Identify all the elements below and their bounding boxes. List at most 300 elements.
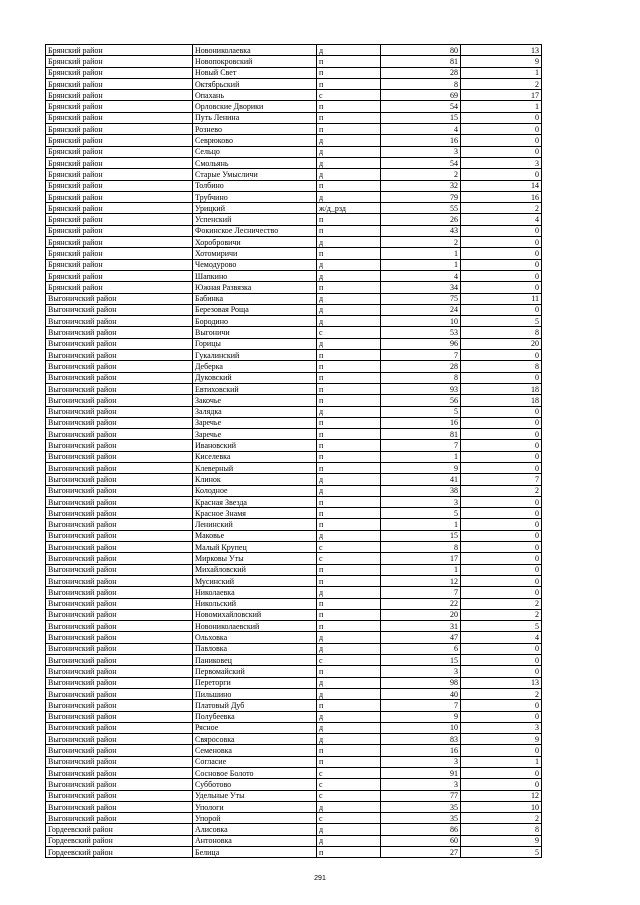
value-a-cell: 3 — [381, 496, 461, 507]
value-b-cell: 0 — [461, 508, 542, 519]
table-row — [46, 124, 542, 135]
type-cell: п — [317, 429, 381, 440]
value-a-cell: 15 — [381, 112, 461, 123]
settlement-cell: Удельные Уты — [193, 790, 317, 801]
table-row — [46, 813, 542, 824]
table-row — [46, 519, 542, 530]
table-row — [46, 45, 542, 56]
settlement-cell: Новопокровский — [193, 56, 317, 67]
table-row — [46, 56, 542, 67]
table-row — [46, 169, 542, 180]
value-a-cell: 54 — [381, 157, 461, 168]
type-cell: д — [317, 688, 381, 699]
district-cell: Выгоничский район — [46, 700, 193, 711]
table-row — [46, 677, 542, 688]
settlement-cell: Полубеевка — [193, 711, 317, 722]
value-a-cell: 24 — [381, 304, 461, 315]
settlement-cell: Заречье — [193, 417, 317, 428]
type-cell: п — [317, 508, 381, 519]
district-cell: Брянский район — [46, 214, 193, 225]
table-row — [46, 655, 542, 666]
value-b-cell: 9 — [461, 734, 542, 745]
value-a-cell: 16 — [381, 135, 461, 146]
value-a-cell: 69 — [381, 90, 461, 101]
table-row — [46, 440, 542, 451]
type-cell: п — [317, 700, 381, 711]
value-a-cell: 6 — [381, 643, 461, 654]
table-row — [46, 90, 542, 101]
value-b-cell: 0 — [461, 112, 542, 123]
district-cell: Выгоничский район — [46, 327, 193, 338]
type-cell: п — [317, 67, 381, 78]
value-b-cell: 2 — [461, 609, 542, 620]
value-b-cell: 0 — [461, 575, 542, 586]
value-b-cell: 1 — [461, 67, 542, 78]
settlement-cell: Толбино — [193, 180, 317, 191]
table-row — [46, 564, 542, 575]
value-b-cell: 0 — [461, 350, 542, 361]
value-b-cell: 8 — [461, 361, 542, 372]
value-b-cell: 11 — [461, 293, 542, 304]
value-a-cell: 28 — [381, 67, 461, 78]
settlement-cell: Николаевка — [193, 587, 317, 598]
table-row — [46, 350, 542, 361]
value-a-cell: 35 — [381, 813, 461, 824]
table-row — [46, 214, 542, 225]
value-b-cell: 13 — [461, 677, 542, 688]
district-cell: Выгоничский район — [46, 575, 193, 586]
type-cell: д — [317, 304, 381, 315]
settlement-cell: Переторги — [193, 677, 317, 688]
table-row — [46, 496, 542, 507]
type-cell: д — [317, 587, 381, 598]
district-cell: Брянский район — [46, 191, 193, 202]
district-cell: Выгоничский район — [46, 711, 193, 722]
table-row — [46, 722, 542, 733]
district-cell: Выгоничский район — [46, 429, 193, 440]
settlement-cell: Путь Ленина — [193, 112, 317, 123]
settlement-cell: Ольховка — [193, 632, 317, 643]
type-cell: д — [317, 406, 381, 417]
value-a-cell: 53 — [381, 327, 461, 338]
district-cell: Выгоничский район — [46, 722, 193, 733]
table-row — [46, 112, 542, 123]
settlements-table — [45, 44, 542, 858]
table-row — [46, 293, 542, 304]
value-b-cell: 0 — [461, 462, 542, 473]
value-a-cell: 3 — [381, 666, 461, 677]
value-b-cell: 8 — [461, 824, 542, 835]
table-row — [46, 824, 542, 835]
value-b-cell: 3 — [461, 722, 542, 733]
table-row — [46, 338, 542, 349]
value-b-cell: 2 — [461, 813, 542, 824]
type-cell: п — [317, 112, 381, 123]
district-cell: Брянский район — [46, 78, 193, 89]
settlement-cell: Сосновое Болото — [193, 768, 317, 779]
table-row — [46, 316, 542, 327]
district-cell: Гордеевский район — [46, 847, 193, 858]
settlement-cell: Бабинка — [193, 293, 317, 304]
type-cell: с — [317, 779, 381, 790]
value-a-cell: 7 — [381, 700, 461, 711]
value-b-cell: 5 — [461, 316, 542, 327]
district-cell: Выгоничский район — [46, 361, 193, 372]
value-a-cell: 56 — [381, 395, 461, 406]
district-cell: Выгоничский район — [46, 779, 193, 790]
settlement-cell: Заречье — [193, 429, 317, 440]
settlement-cell: Новониколаевский — [193, 621, 317, 632]
value-a-cell: 98 — [381, 677, 461, 688]
settlement-cell: Чемодурово — [193, 259, 317, 270]
district-cell: Выгоничский район — [46, 666, 193, 677]
settlement-cell: Ивановский — [193, 440, 317, 451]
settlement-cell: Маковье — [193, 530, 317, 541]
type-cell: п — [317, 124, 381, 135]
value-a-cell: 10 — [381, 722, 461, 733]
district-cell: Выгоничский район — [46, 395, 193, 406]
value-b-cell: 5 — [461, 847, 542, 858]
type-cell: с — [317, 655, 381, 666]
type-cell: п — [317, 609, 381, 620]
table-row — [46, 666, 542, 677]
district-cell: Гордеевский район — [46, 835, 193, 846]
value-b-cell: 0 — [461, 519, 542, 530]
type-cell: с — [317, 768, 381, 779]
value-a-cell: 3 — [381, 779, 461, 790]
type-cell: с — [317, 813, 381, 824]
settlement-cell: Рясное — [193, 722, 317, 733]
type-cell: п — [317, 383, 381, 394]
table-row — [46, 157, 542, 168]
value-a-cell: 43 — [381, 225, 461, 236]
settlement-cell: Красная Звезда — [193, 496, 317, 507]
value-a-cell: 8 — [381, 542, 461, 553]
district-cell: Выгоничский район — [46, 632, 193, 643]
type-cell: п — [317, 78, 381, 89]
settlement-cell: Упологи — [193, 801, 317, 812]
district-cell: Выгоничский район — [46, 813, 193, 824]
district-cell: Брянский район — [46, 237, 193, 248]
value-a-cell: 17 — [381, 553, 461, 564]
value-a-cell: 54 — [381, 101, 461, 112]
type-cell: п — [317, 417, 381, 428]
type-cell: д — [317, 824, 381, 835]
value-a-cell: 9 — [381, 462, 461, 473]
value-a-cell: 10 — [381, 316, 461, 327]
value-b-cell: 0 — [461, 440, 542, 451]
settlement-cell: Колодное — [193, 485, 317, 496]
table-row — [46, 101, 542, 112]
table-body — [46, 45, 542, 858]
value-a-cell: 80 — [381, 45, 461, 56]
district-cell: Выгоничский район — [46, 745, 193, 756]
table-row — [46, 372, 542, 383]
table-row — [46, 304, 542, 315]
table-row — [46, 756, 542, 767]
type-cell: п — [317, 350, 381, 361]
district-cell: Выгоничский район — [46, 688, 193, 699]
value-b-cell: 2 — [461, 203, 542, 214]
value-a-cell: 91 — [381, 768, 461, 779]
table-row — [46, 530, 542, 541]
type-cell: ж/д_рзд — [317, 203, 381, 214]
settlement-cell: Новониколаевка — [193, 45, 317, 56]
settlement-cell: Платовый Дуб — [193, 700, 317, 711]
settlement-cell: Орловские Дворики — [193, 101, 317, 112]
type-cell: п — [317, 248, 381, 259]
type-cell: с — [317, 790, 381, 801]
value-b-cell: 10 — [461, 801, 542, 812]
value-b-cell: 0 — [461, 429, 542, 440]
value-b-cell: 0 — [461, 304, 542, 315]
value-b-cell: 0 — [461, 587, 542, 598]
district-cell: Выгоничский район — [46, 587, 193, 598]
value-a-cell: 79 — [381, 191, 461, 202]
settlement-cell: Белица — [193, 847, 317, 858]
district-cell: Выгоничский район — [46, 655, 193, 666]
district-cell: Выгоничский район — [46, 677, 193, 688]
settlement-cell: Михайловский — [193, 564, 317, 575]
type-cell: д — [317, 711, 381, 722]
type-cell: д — [317, 734, 381, 745]
type-cell: п — [317, 372, 381, 383]
district-cell: Выгоничский район — [46, 406, 193, 417]
district-cell: Выгоничский район — [46, 338, 193, 349]
table-row — [46, 847, 542, 858]
value-a-cell: 1 — [381, 259, 461, 270]
type-cell: с — [317, 542, 381, 553]
value-b-cell: 7 — [461, 474, 542, 485]
value-b-cell: 2 — [461, 78, 542, 89]
value-b-cell: 9 — [461, 56, 542, 67]
type-cell: п — [317, 847, 381, 858]
settlement-cell: Опахань — [193, 90, 317, 101]
table-row — [46, 259, 542, 270]
type-cell: д — [317, 722, 381, 733]
type-cell: с — [317, 553, 381, 564]
type-cell: п — [317, 395, 381, 406]
value-b-cell: 1 — [461, 756, 542, 767]
table-row — [46, 135, 542, 146]
district-cell: Выгоничский район — [46, 440, 193, 451]
settlement-cell: Мирковы Уты — [193, 553, 317, 564]
table-row — [46, 643, 542, 654]
settlement-cell: Евтиховский — [193, 383, 317, 394]
value-b-cell: 0 — [461, 553, 542, 564]
settlement-cell: Согласие — [193, 756, 317, 767]
settlement-cell: Клинок — [193, 474, 317, 485]
settlement-cell: Закочье — [193, 395, 317, 406]
value-a-cell: 96 — [381, 338, 461, 349]
table-row — [46, 621, 542, 632]
type-cell: п — [317, 214, 381, 225]
district-cell: Брянский район — [46, 282, 193, 293]
value-b-cell: 0 — [461, 225, 542, 236]
settlement-cell: Антоновка — [193, 835, 317, 846]
type-cell: д — [317, 530, 381, 541]
settlement-cell: Хотомиричи — [193, 248, 317, 259]
value-b-cell: 0 — [461, 711, 542, 722]
value-a-cell: 7 — [381, 587, 461, 598]
value-a-cell: 40 — [381, 688, 461, 699]
settlement-cell: Фокинское Лесничество — [193, 225, 317, 236]
district-cell: Гордеевский район — [46, 824, 193, 835]
table-row — [46, 542, 542, 553]
district-cell: Выгоничский район — [46, 508, 193, 519]
settlement-cell: Дуковский — [193, 372, 317, 383]
value-a-cell: 4 — [381, 124, 461, 135]
district-cell: Брянский район — [46, 180, 193, 191]
table-row — [46, 508, 542, 519]
value-b-cell: 18 — [461, 395, 542, 406]
value-b-cell: 0 — [461, 666, 542, 677]
settlement-cell: Мусинский — [193, 575, 317, 586]
type-cell: п — [317, 180, 381, 191]
value-a-cell: 75 — [381, 293, 461, 304]
value-a-cell: 47 — [381, 632, 461, 643]
table-row — [46, 248, 542, 259]
value-a-cell: 1 — [381, 248, 461, 259]
settlement-cell: Красное Знамя — [193, 508, 317, 519]
table-row — [46, 575, 542, 586]
district-cell: Выгоничский район — [46, 530, 193, 541]
table-row — [46, 383, 542, 394]
settlement-cell: Алисовка — [193, 824, 317, 835]
type-cell: д — [317, 259, 381, 270]
table-row — [46, 688, 542, 699]
value-b-cell: 3 — [461, 157, 542, 168]
value-b-cell: 0 — [461, 406, 542, 417]
settlement-cell: Бородино — [193, 316, 317, 327]
value-b-cell: 2 — [461, 598, 542, 609]
table-row — [46, 395, 542, 406]
value-b-cell: 0 — [461, 282, 542, 293]
type-cell: п — [317, 598, 381, 609]
table-row — [46, 485, 542, 496]
type-cell: п — [317, 519, 381, 530]
value-b-cell: 4 — [461, 214, 542, 225]
settlement-cell: Южная Развязка — [193, 282, 317, 293]
type-cell: п — [317, 621, 381, 632]
table-row — [46, 474, 542, 485]
value-b-cell: 12 — [461, 790, 542, 801]
type-cell: п — [317, 101, 381, 112]
value-a-cell: 4 — [381, 270, 461, 281]
type-cell: д — [317, 316, 381, 327]
value-a-cell: 2 — [381, 169, 461, 180]
table-row — [46, 609, 542, 620]
table-row — [46, 225, 542, 236]
settlement-cell: Новый Свет — [193, 67, 317, 78]
value-b-cell: 0 — [461, 248, 542, 259]
value-b-cell: 0 — [461, 372, 542, 383]
table-row — [46, 553, 542, 564]
value-a-cell: 12 — [381, 575, 461, 586]
value-b-cell: 0 — [461, 564, 542, 575]
settlement-cell: Смольянь — [193, 157, 317, 168]
district-cell: Выгоничский район — [46, 316, 193, 327]
settlement-cell: Трубчино — [193, 191, 317, 202]
settlement-cell: Хоробровичи — [193, 237, 317, 248]
district-cell: Выгоничский район — [46, 801, 193, 812]
value-a-cell: 16 — [381, 745, 461, 756]
district-cell: Брянский район — [46, 270, 193, 281]
district-cell: Выгоничский район — [46, 553, 193, 564]
type-cell: п — [317, 282, 381, 293]
table-row — [46, 361, 542, 372]
value-b-cell: 20 — [461, 338, 542, 349]
value-b-cell: 9 — [461, 835, 542, 846]
table-row — [46, 429, 542, 440]
value-a-cell: 7 — [381, 350, 461, 361]
settlement-cell: Паниковец — [193, 655, 317, 666]
table-row — [46, 598, 542, 609]
district-cell: Выгоничский район — [46, 542, 193, 553]
district-cell: Брянский район — [46, 67, 193, 78]
value-a-cell: 31 — [381, 621, 461, 632]
district-cell: Брянский район — [46, 259, 193, 270]
district-cell: Брянский район — [46, 101, 193, 112]
type-cell: п — [317, 745, 381, 756]
settlement-cell: Свяросовка — [193, 734, 317, 745]
district-cell: Выгоничский район — [46, 768, 193, 779]
district-cell: Брянский район — [46, 124, 193, 135]
district-cell: Выгоничский район — [46, 462, 193, 473]
settlement-cell: Ленинский — [193, 519, 317, 530]
type-cell: д — [317, 485, 381, 496]
settlement-cell: Малый Крупец — [193, 542, 317, 553]
type-cell: д — [317, 146, 381, 157]
table-row — [46, 790, 542, 801]
value-a-cell: 1 — [381, 451, 461, 462]
type-cell: п — [317, 440, 381, 451]
table-row — [46, 779, 542, 790]
value-b-cell: 13 — [461, 45, 542, 56]
district-cell: Выгоничский район — [46, 451, 193, 462]
district-cell: Брянский район — [46, 112, 193, 123]
district-cell: Выгоничский район — [46, 474, 193, 485]
district-cell: Выгоничский район — [46, 790, 193, 801]
type-cell: д — [317, 191, 381, 202]
value-a-cell: 41 — [381, 474, 461, 485]
value-a-cell: 16 — [381, 417, 461, 428]
value-a-cell: 5 — [381, 508, 461, 519]
district-cell: Выгоничский район — [46, 417, 193, 428]
type-cell: д — [317, 135, 381, 146]
table-row — [46, 237, 542, 248]
settlement-cell: Деберка — [193, 361, 317, 372]
table-row — [46, 67, 542, 78]
value-b-cell: 0 — [461, 135, 542, 146]
value-b-cell: 0 — [461, 270, 542, 281]
value-b-cell: 17 — [461, 90, 542, 101]
table-row — [46, 203, 542, 214]
table-row — [46, 835, 542, 846]
settlement-cell: Березовая Роща — [193, 304, 317, 315]
value-a-cell: 60 — [381, 835, 461, 846]
settlement-cell: Горицы — [193, 338, 317, 349]
district-cell: Выгоничский район — [46, 350, 193, 361]
table-row — [46, 270, 542, 281]
value-a-cell: 93 — [381, 383, 461, 394]
table-row — [46, 78, 542, 89]
type-cell: д — [317, 801, 381, 812]
settlement-cell: Гукалинский — [193, 350, 317, 361]
settlement-cell: Рознево — [193, 124, 317, 135]
district-cell: Выгоничский район — [46, 756, 193, 767]
settlement-cell: Урицкий — [193, 203, 317, 214]
